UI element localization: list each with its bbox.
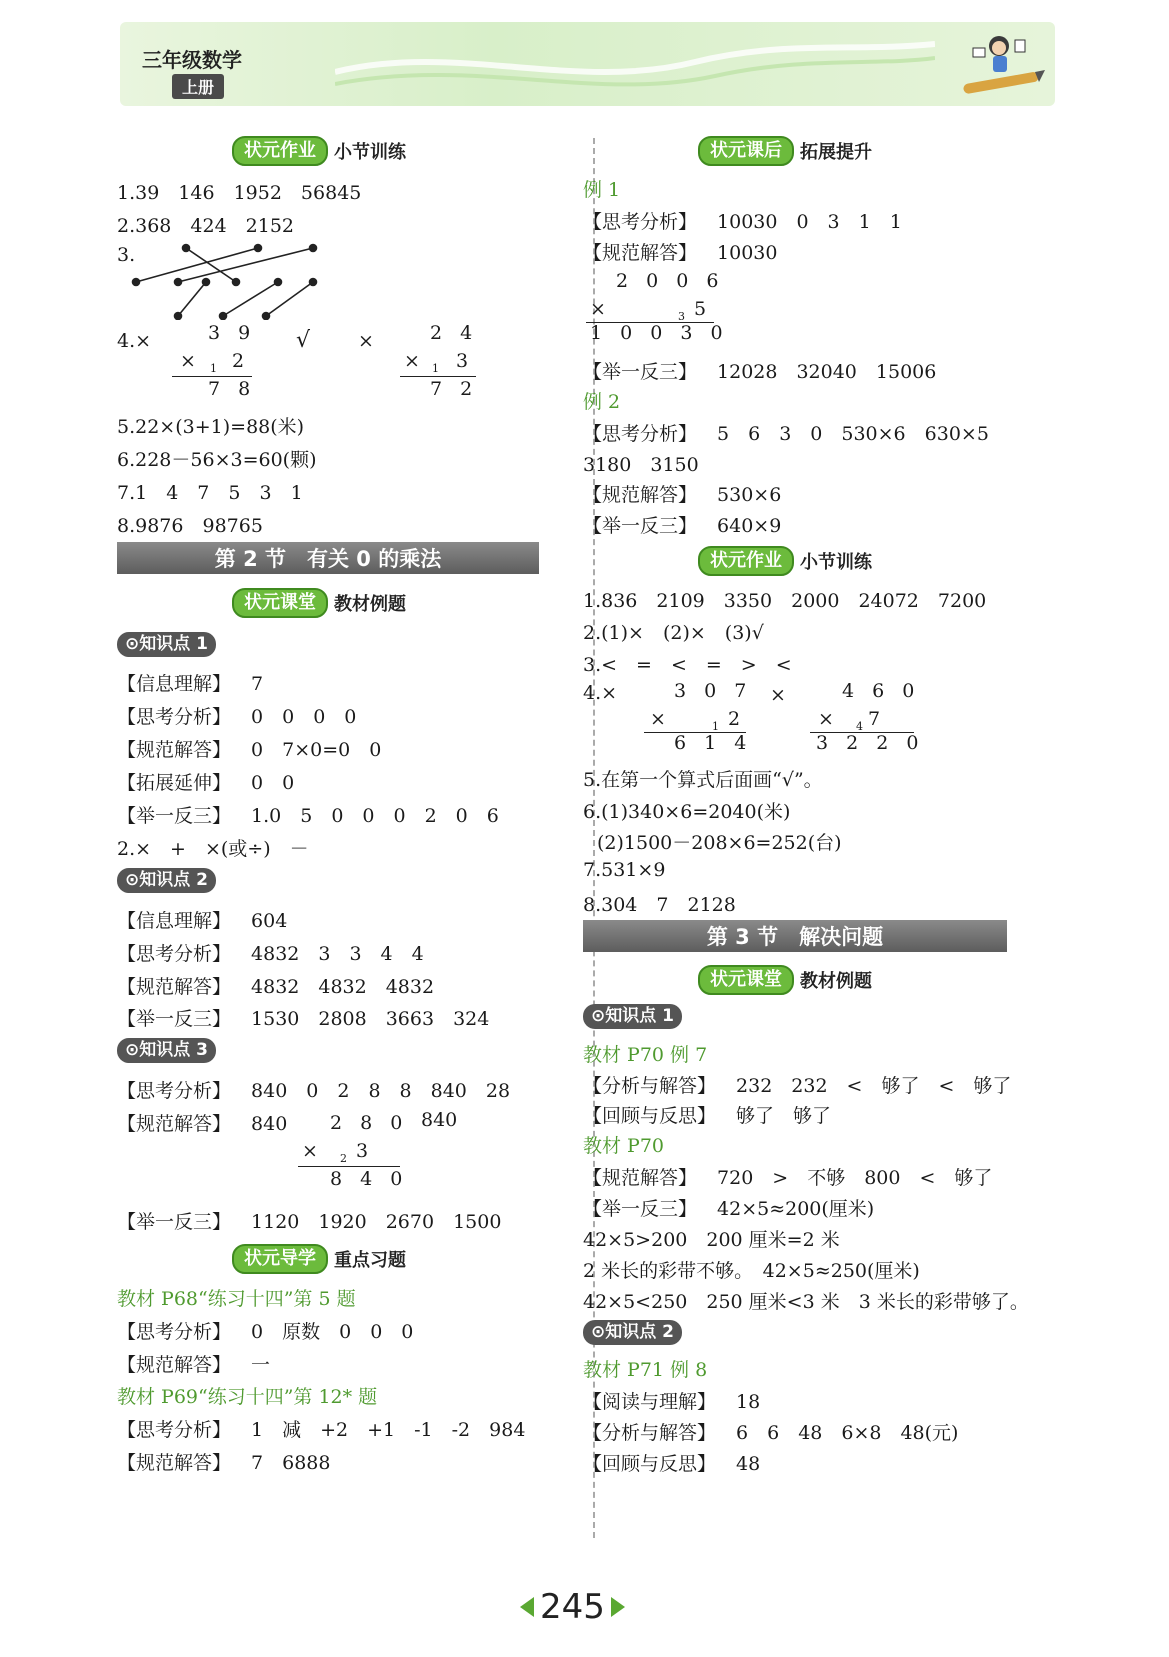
example-label: 例 1 [583, 179, 621, 201]
vertical-multiplication: 3 0 7 × 1 2 6 1 4 [644, 680, 748, 760]
badge-subtitle: 拓展提升 [800, 142, 872, 163]
section-title-bar: 第 3 节 解决问题 [583, 920, 1007, 952]
badge-homework [698, 546, 872, 576]
answer-line: 【规范解答】 530×6 [583, 484, 782, 506]
answer-line: 【阅读与理解】 18 [583, 1391, 761, 1413]
answer-line: 2.× + ×(或÷) － [117, 838, 309, 860]
answer-line: 7.1 4 7 5 3 1 [117, 482, 303, 504]
answer-line: 2.368 424 2152 [117, 215, 295, 237]
badge-pill: 状元导学 [232, 1244, 328, 1274]
vertical-multiplication: 2 4 × 1 3 7 2 [400, 322, 490, 392]
badge-subtitle: 小节训练 [334, 142, 406, 163]
answer-line: 6.(1)340×6=2040(米) [583, 801, 791, 823]
badge-pill: 状元作业 [698, 546, 794, 576]
check-mark: √ [296, 328, 311, 353]
badge-subtitle: 小节训练 [800, 552, 872, 573]
answer-line: 【回顾与反思】 够了 够了 [583, 1105, 832, 1127]
answer-line: 【规范解答】 840 [117, 1113, 288, 1135]
knowledge-point-tag: ⊙知识点 1 [583, 1004, 682, 1029]
answer-line: 1.836 2109 3350 2000 24072 7200 [583, 590, 987, 612]
badge-subtitle: 教材例题 [334, 594, 406, 615]
left-triangle-icon [520, 1597, 534, 1617]
matching-lines-diagram [128, 236, 328, 320]
textbook-reference: 教材 P71 例 8 [583, 1359, 708, 1381]
answer-line: 3180 3150 [583, 454, 699, 476]
example-label: 例 2 [583, 391, 621, 413]
answer-line: 【举一反三】 12028 32040 15006 [583, 361, 937, 383]
right-triangle-icon [611, 1597, 625, 1617]
badge-guide [232, 1244, 406, 1274]
badge-after-class [698, 136, 872, 166]
answer-line: 【分析与解答】 232 232 < 够了 < 够了 [583, 1075, 1012, 1097]
volume-badge: 上册 [172, 74, 224, 99]
answer-line: 【举一反三】 640×9 [583, 515, 782, 537]
textbook-reference: 教材 P69“练习十四”第 12* 题 [117, 1386, 378, 1408]
textbook-reference: 教材 P70 [583, 1135, 665, 1157]
answer-line: 4.× [583, 682, 618, 704]
decorative-wave [335, 32, 935, 96]
answer-line: 【规范解答】 7 6888 [117, 1452, 331, 1474]
answer-line: 【举一反三】 42×5≈200(厘米) [583, 1198, 875, 1220]
badge-pill: 状元课堂 [232, 588, 328, 618]
badge-classroom [698, 965, 872, 995]
answer-line: 5.在第一个算式后面画“√”。 [583, 769, 823, 791]
textbook-reference: 教材 P68“练习十四”第 5 题 [117, 1288, 356, 1310]
answer-line: (2)1500－208×6=252(台) [597, 832, 842, 854]
answer-line: 3. [117, 244, 136, 266]
answer-line: 【思考分析】 0 原数 0 0 0 [117, 1321, 414, 1343]
answer-line: 6.228－56×3=60(颗) [117, 449, 317, 471]
cross-mark: × [358, 330, 374, 352]
badge-pill: 状元作业 [232, 136, 328, 166]
section-title-bar: 第 2 节 有关 0 的乘法 [117, 542, 539, 574]
vertical-multiplication: 2 0 0 6 × 3 5 1 0 0 3 0 [586, 270, 716, 350]
answer-line: 8.304 7 2128 [583, 894, 736, 916]
answer-line: 【思考分析】 1 减 +2 +1 -1 -2 984 [117, 1419, 526, 1441]
badge-classroom [232, 588, 406, 618]
book-title: 三年级数学 [142, 48, 242, 72]
badge-homework [232, 136, 406, 166]
answer-line: 3.< = < = > < [583, 654, 792, 676]
badge-pill: 状元课堂 [698, 965, 794, 995]
answer-line: 【回顾与反思】 48 [583, 1453, 761, 1475]
answer-line: 【分析与解答】 6 6 48 6×8 48(元) [583, 1422, 959, 1444]
knowledge-point-tag: ⊙知识点 2 [583, 1320, 682, 1345]
answer-line: 1.39 146 1952 56845 [117, 182, 362, 204]
knowledge-point-tag: ⊙知识点 1 [117, 632, 216, 657]
vertical-multiplication: 4 6 0 × 4 7 3 2 2 0 [810, 680, 920, 760]
badge-pill: 状元课后 [698, 136, 794, 166]
answer-line: 【规范解答】 720 > 不够 800 < 够了 [583, 1167, 993, 1189]
student-on-pencil-icon [955, 26, 1045, 102]
knowledge-point-tag: ⊙知识点 3 [117, 1038, 216, 1063]
answer-line: 4.× [117, 330, 152, 352]
badge-subtitle: 重点习题 [334, 1250, 406, 1271]
answer-line: 【思考分析】 5 6 3 0 530×6 630×5 [583, 423, 989, 445]
answer-value: 840 [421, 1109, 458, 1131]
page-number: 245 [520, 1587, 625, 1627]
cross-mark: × [770, 684, 786, 706]
textbook-reference: 教材 P70 例 7 [583, 1044, 708, 1066]
page-header [120, 22, 1055, 106]
answer-line: 【思考分析】 840 0 2 8 8 840 28 [117, 1080, 511, 1102]
answer-line: 2.(1)× (2)× (3)√ [583, 622, 764, 644]
answer-line: 2 米长的彩带不够。 42×5≈250(厘米) [583, 1260, 920, 1282]
answer-line: 【规范解答】 10030 [583, 242, 778, 264]
answer-line: 42×5<250 250 厘米<3 米 3 米长的彩带够了。 [583, 1291, 1029, 1313]
knowledge-point-tag: ⊙知识点 2 [117, 868, 216, 893]
vertical-multiplication: 3 9 × 1 2 7 8 [172, 322, 262, 392]
answer-line: 【举一反三】 1120 1920 2670 1500 [117, 1211, 502, 1233]
vertical-multiplication: 2 8 0 × 2 3 8 4 0 [298, 1112, 402, 1192]
answer-line: 7.531×9 [583, 859, 666, 881]
answer-line: 42×5>200 200 厘米=2 米 [583, 1229, 840, 1251]
answer-line: 8.9876 98765 [117, 515, 263, 537]
answer-line: 5.22×(3+1)=88(米) [117, 416, 305, 438]
badge-subtitle: 教材例题 [800, 971, 872, 992]
answer-line: 【规范解答】 一 [117, 1354, 271, 1376]
answer-line: 【思考分析】 10030 0 3 1 1 [583, 211, 902, 233]
